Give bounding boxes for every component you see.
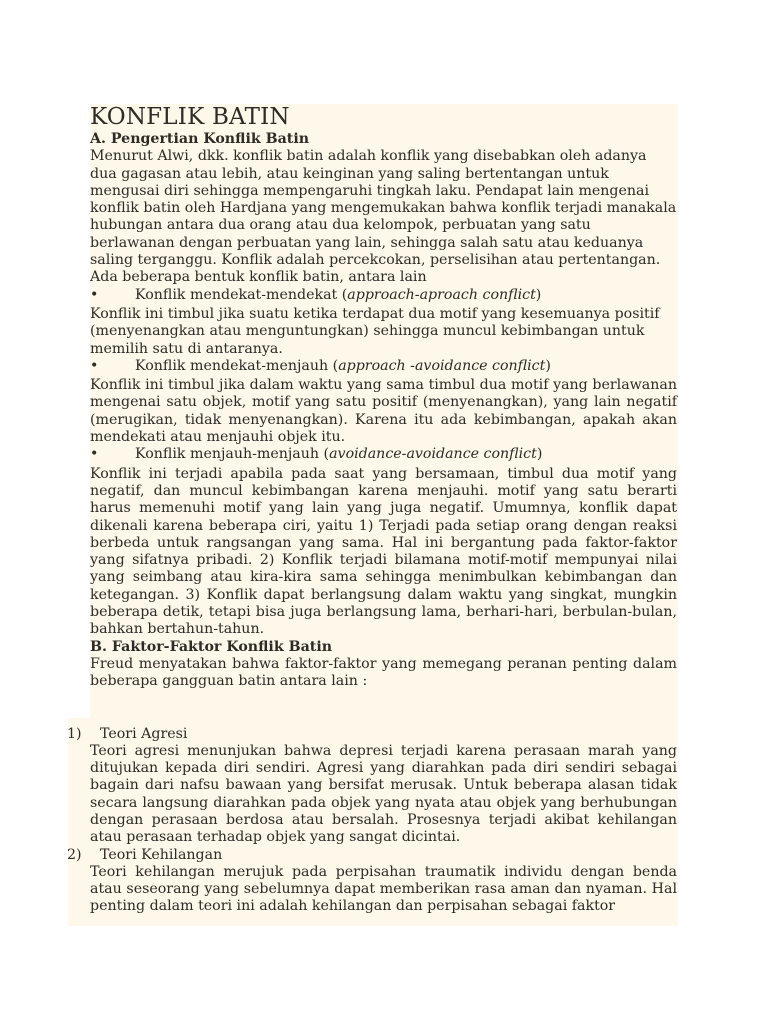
- section-a-paragraph-1: Menurut Alwi, dkk. konflik batin adalah konflik yang disebabkan oleh adanya dua gagasan atau lebih, atau keinginan yang saling bertentangan untuk mengusai diri sehingga mempengaruhi tingkah laku. Pendapat lain mengenai konflik batin oleh Hardjana yang mengemukakan bahwa konflik terjadi manakala hubungan antara dua orang atau dua kelompok, perbuatan yang satu berlawanan dengan perbuatan yang lain, sehingga salah satu atau keduanya saling terganggu. Konflik adalah percekcokan, perselisihan atau pertentangan.: [90, 148, 677, 269]
- bullet-term: approach -avoidance conflict: [338, 357, 546, 374]
- list-item-title: Teori Kehilangan: [100, 846, 223, 863]
- section-a-heading: A. Pengertian Konflik Batin: [90, 131, 310, 147]
- list-number: 1): [67, 725, 82, 742]
- section-b-intro: Freud menyatakan bahwa faktor-faktor yang memegang peranan penting dalam beberapa gangguan batin antara lain :: [90, 655, 677, 690]
- bullet-icon: •: [90, 357, 99, 374]
- bullet-close: ): [536, 446, 543, 463]
- teori-kehilangan-text: Teori kehilangan merujuk pada perpisahan traumatik individu dengan benda atau seseorang yang sebelumnya dapat memberikan rasa aman dan nyaman. Hal penting dalam teori ini adalah kehilangan dan perpisahan sebagai faktor: [90, 863, 677, 915]
- teori-agresi-text: Teori agresi menunjukan bahwa depresi terjadi karena perasaan marah yang ditujukan kepada diri sendiri. Agresi yang diarahkan pada diri sendiri sebagai bagain dari nafsu bawaan yang bersifat merusak. Untuk beberapa alasan tidak secara langsung diarahkan pada objek yang nyata atau objek yang berhubungan dengan perasaan berdosa atau bersalah. Prosesnya terjadi akibat kehilangan atau perasaan terhadap objek yang sangat dicintai.: [90, 742, 677, 846]
- document-title: KONFLIK BATIN: [90, 104, 290, 130]
- bullet-3-text: Konflik ini terjadi apabila pada saat yang bersamaan, timbul dua motif yang negatif, dan muncul kebimbangan karena menjauhi. motif yang satu berarti harus memenuhi motif yang lain yang juga negatif. Umumnya, konflik dapat dikenali karena beberapa ciri, yaitu 1) Terjadi pada setiap orang dengan reaksi berbeda untuk rangsangan yang sama. Hal ini bergantung pada faktor-faktor yang sifatnya pribadi. 2) Konflik terjadi bilamana motif-motif mempunyai nilai yang seimbang atau kira-kira sama sehingga menimbulkan kebimbangan dan ketegangan. 3) Konflik dapat berlangsung dalam waktu yang singkat, mungkin beberapa detik, tetapi bisa juga berlangsung lama, berhari-hari, berbulan-bulan, bahkan bertahun-tahun.: [90, 465, 677, 638]
- bullet-term: avoidance-avoidance conflict: [329, 446, 537, 463]
- list-item-title: Teori Agresi: [100, 725, 188, 742]
- bullet-1-text: Konflik ini timbul jika suatu ketika terdapat dua motif yang kesemuanya positif (menyenangkan atau menguntungkan) sehingga muncul kebimbangan untuk memilih satu di antaranya.: [90, 305, 660, 357]
- spacer: [90, 691, 677, 726]
- bullet-term: approach-aproach conflict: [347, 286, 536, 303]
- list-item-teori-kehilangan: [67, 847, 677, 864]
- bullet-close: ): [535, 286, 542, 303]
- list-item-teori-agresi: [67, 726, 677, 743]
- bullet-label: Konflik menjauh-menjauh (: [135, 446, 330, 463]
- bullet-close: ): [545, 357, 551, 374]
- bullet-2-text: Konflik ini timbul jika dalam waktu yang sama timbul dua motif yang berlawanan mengenai satu objek, motif yang satu positif (menyenangkan), yang lain negatif (merugikan, tidak menyenangkan). Karena itu ada kebimbangan, apakah akan mendekati atau menjauhi objek itu.: [90, 377, 677, 446]
- bullet-label: Konflik mendekat-mendekat (: [135, 286, 348, 303]
- bullet-icon: •: [90, 286, 99, 303]
- bullet-avoidance-avoidance: [90, 446, 677, 463]
- bullet-approach-avoidance: [90, 358, 677, 375]
- document-body: [67, 104, 677, 916]
- section-a-paragraph-2: Ada beberapa bentuk konflik batin, antara lain: [90, 269, 427, 286]
- bullet-icon: •: [90, 446, 99, 463]
- bullet-approach-approach: [90, 287, 677, 304]
- bullet-label: Konflik mendekat-menjauh (: [135, 357, 339, 374]
- section-b-heading: B. Faktor-Faktor Konflik Batin: [90, 638, 333, 655]
- list-number: 2): [67, 846, 82, 863]
